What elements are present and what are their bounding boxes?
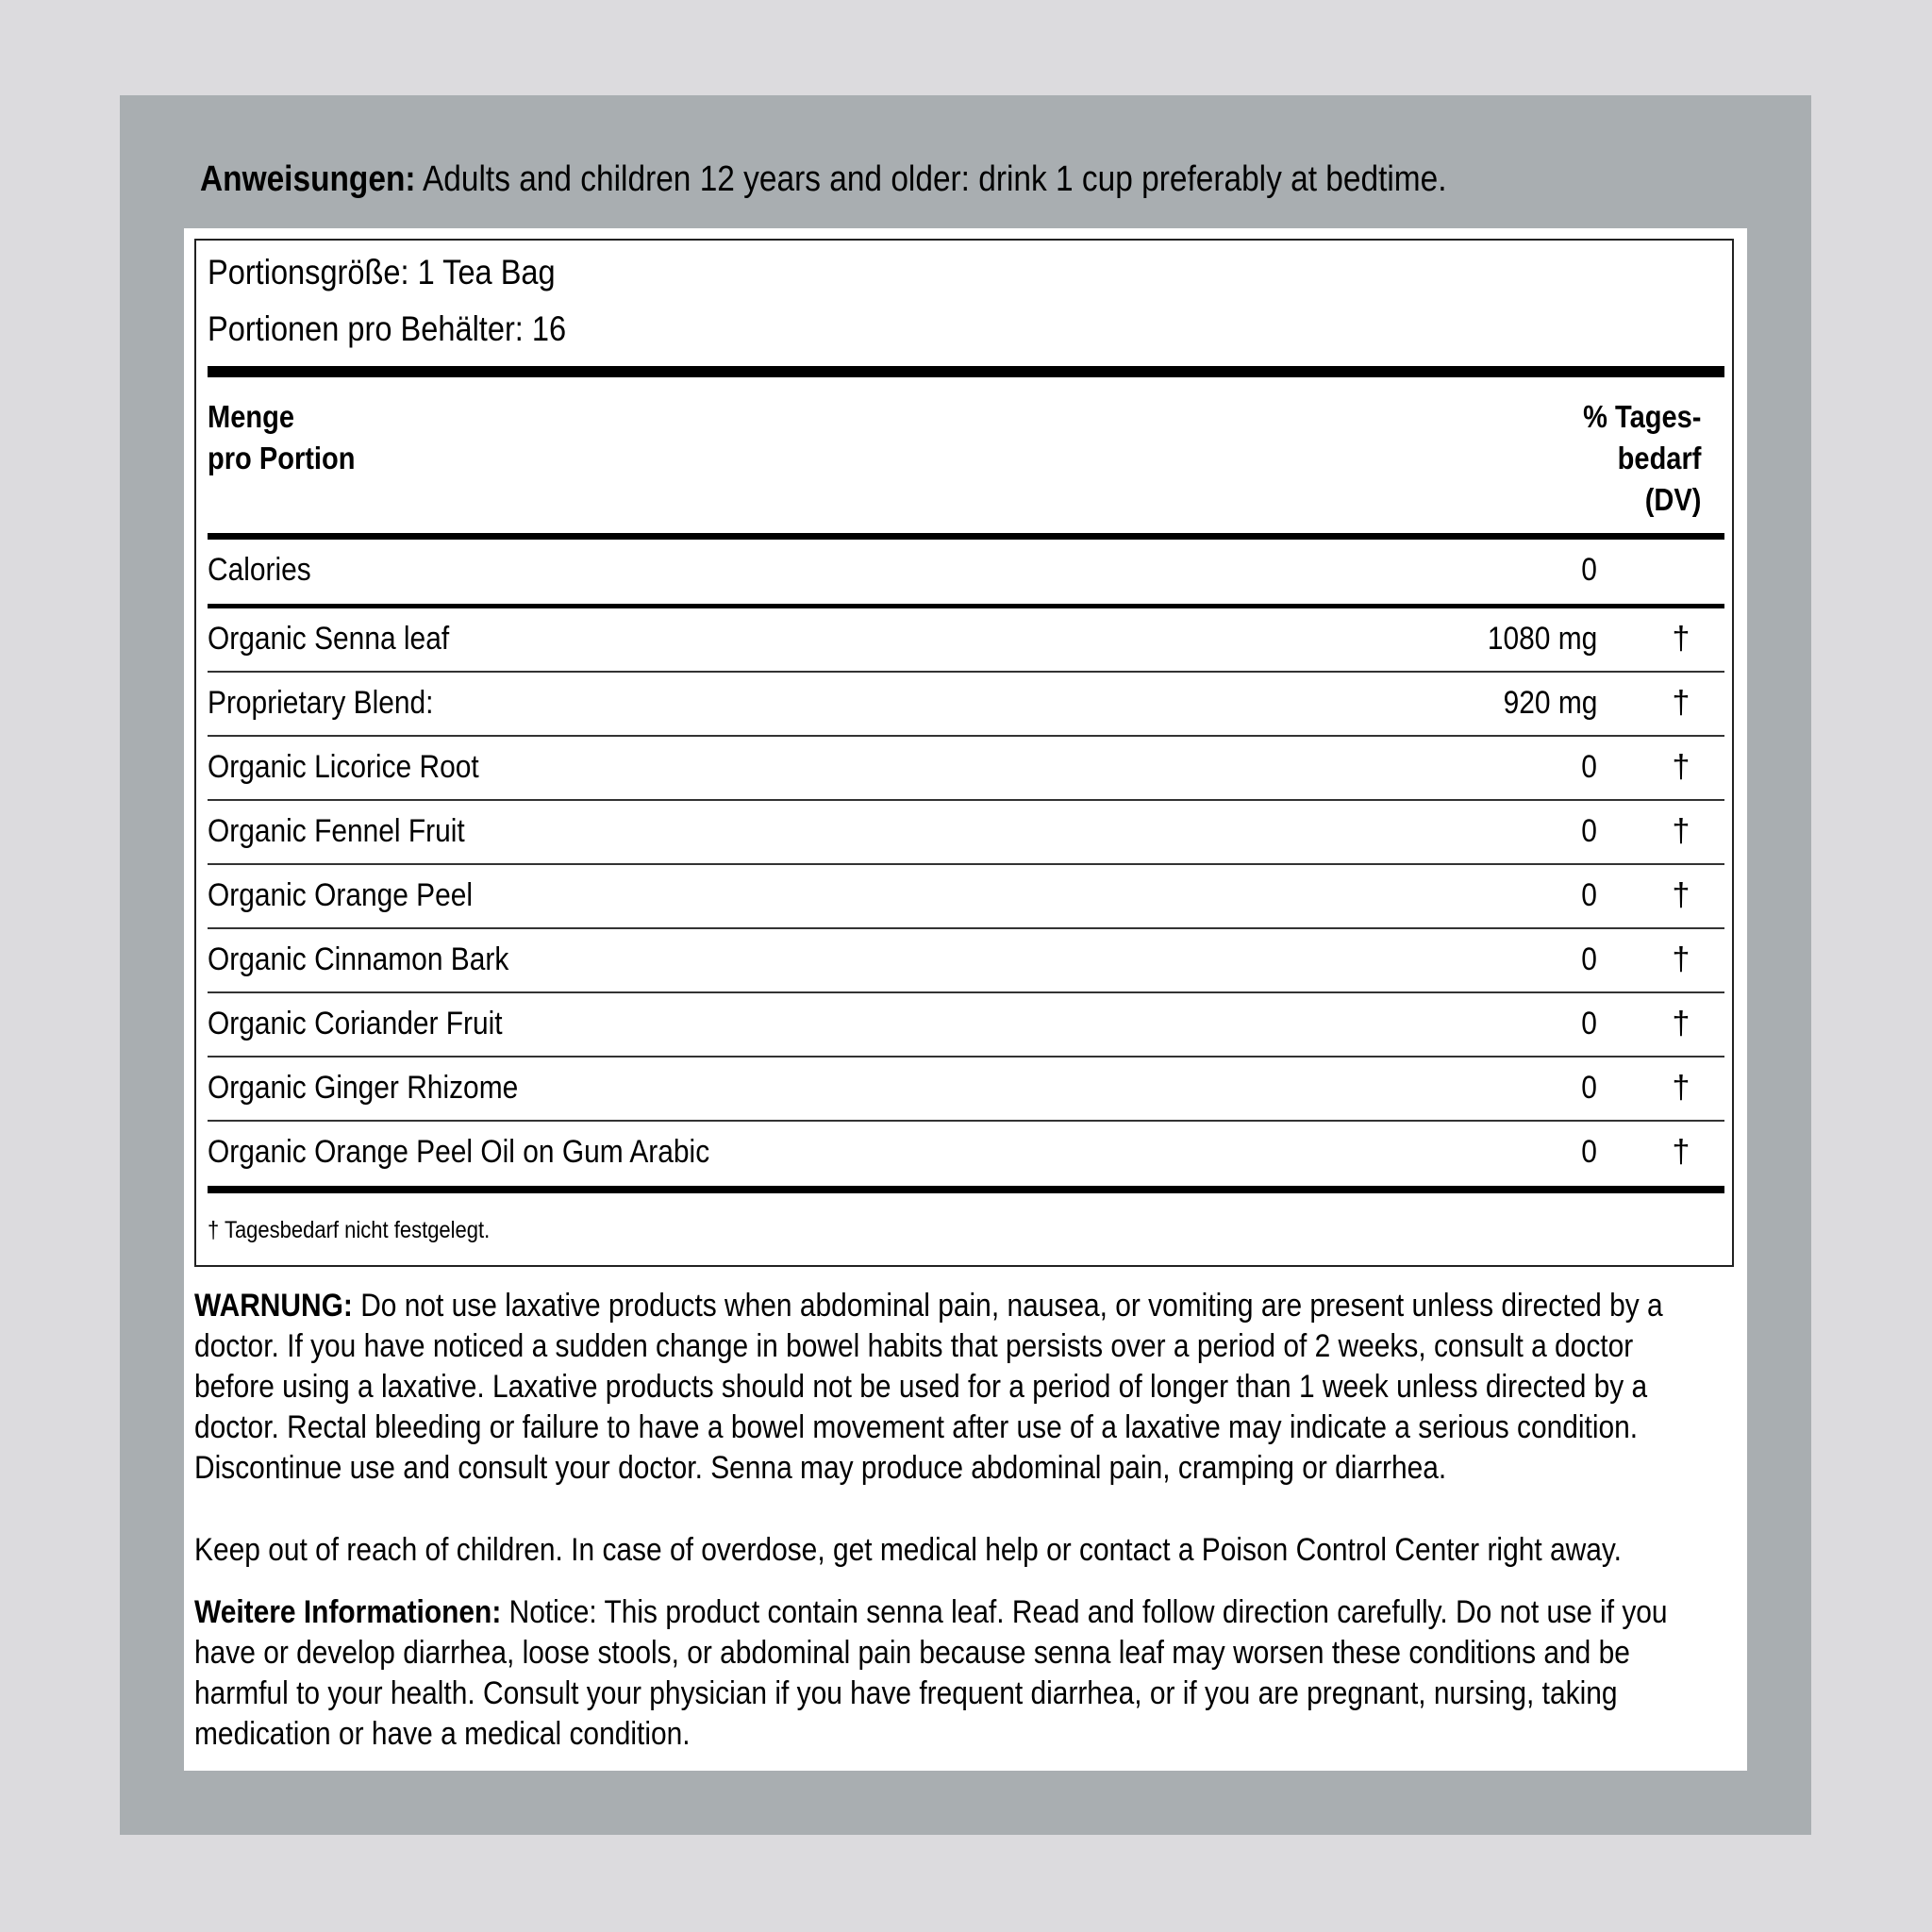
supplement-facts-box	[194, 239, 1734, 1267]
ingredient-name: Organic Licorice Root	[208, 749, 479, 785]
daily-value-footnote: † Tagesbedarf nicht festgelegt.	[208, 1217, 491, 1243]
ingredient-name: Organic Cinnamon Bark	[208, 941, 509, 977]
ingredient-amount: 920 mg	[1503, 685, 1597, 721]
ingredient-amount: 0	[1581, 1070, 1597, 1106]
header-divider	[208, 533, 1724, 540]
directions	[200, 155, 1447, 204]
ingredient-amount: 0	[1581, 1006, 1597, 1041]
amount-per-serving-header: Menge pro Portion	[208, 399, 356, 475]
more-info-label: Weitere Informationen:	[194, 1594, 502, 1630]
row-divider	[208, 1056, 1724, 1058]
serving-size: Portionsgröße: 1 Tea Bag	[208, 253, 556, 291]
ingredient-daily-value: †	[1672, 877, 1690, 913]
row-divider	[208, 799, 1724, 801]
ingredient-daily-value: †	[1672, 685, 1690, 721]
thick-divider	[208, 366, 1724, 377]
ingredient-name: Organic Orange Peel Oil on Gum Arabic	[208, 1134, 710, 1170]
ingredient-daily-value: †	[1672, 813, 1690, 849]
ingredient-amount: 0	[1581, 877, 1597, 913]
more-info-section	[194, 1592, 1694, 1755]
ingredient-amount: 0	[1581, 813, 1597, 849]
ingredient-name: Organic Ginger Rhizome	[208, 1070, 519, 1106]
calories-amount: 0	[1581, 552, 1597, 588]
more-info-text: Notice: This product contain senna leaf. Read and follow direction carefully. Do not use if you have or develop diarrhea, loose stools, or abdominal pain because senna leaf may worsen these conditions and be harmful to your health. Consult your physician if you have frequent diarrhea, or if you are pregnant, nursing, taking medication or have a medical condition.	[194, 1594, 1668, 1752]
ingredient-amount: 0	[1581, 941, 1597, 977]
ingredient-name: Proprietary Blend:	[208, 685, 434, 721]
ingredient-daily-value: †	[1672, 621, 1690, 657]
ingredient-daily-value: †	[1672, 941, 1690, 977]
servings-per-container: Portionen pro Behälter: 16	[208, 309, 567, 348]
ingredient-daily-value: †	[1672, 1134, 1690, 1170]
row-divider	[208, 991, 1724, 993]
ingredient-daily-value: †	[1672, 1070, 1690, 1106]
row-divider	[208, 1120, 1724, 1122]
row-divider	[208, 927, 1724, 929]
directions-text: Adults and children 12 years and older: drink 1 cup preferably at bedtime.	[422, 159, 1447, 199]
ingredient-name: Organic Senna leaf	[208, 621, 450, 657]
warning-text: Do not use laxative products when abdominal pain, nausea, or vomiting are present unless directed by a doctor. If you have noticed a sudden change in bowel habits that persists over a period of 2 weeks, consult a doctor before using a laxative. Laxative products should not be used for a period of longer than 1 week unless directed by a doctor. Rectal bleeding or failure to have a bowel movement after use of a laxative may indicate a serious condition. Discontinue use and consult your doctor. Senna may produce abdominal pain, cramping or diarrhea.	[194, 1288, 1663, 1486]
bottom-divider	[208, 1186, 1724, 1193]
row-divider	[208, 671, 1724, 673]
warning-label: WARNUNG:	[194, 1288, 353, 1324]
ingredient-daily-value: †	[1672, 1006, 1690, 1041]
ingredient-name: Organic Coriander Fruit	[208, 1006, 503, 1041]
calories-divider	[208, 604, 1724, 608]
row-divider	[208, 735, 1724, 737]
ingredient-amount: 1080 mg	[1487, 621, 1597, 657]
ingredient-name: Organic Orange Peel	[208, 877, 474, 913]
ingredient-amount: 0	[1581, 1134, 1597, 1170]
calories-label: Calories	[208, 552, 311, 588]
warning-section	[194, 1286, 1694, 1489]
directions-label: Anweisungen:	[200, 159, 416, 199]
keep-out-notice: Keep out of reach of children. In case of overdose, get medical help or contact a Poison Control Center right away.	[194, 1532, 1622, 1568]
ingredient-daily-value: †	[1672, 749, 1690, 785]
ingredient-amount: 0	[1581, 749, 1597, 785]
ingredient-name: Organic Fennel Fruit	[208, 813, 465, 849]
daily-value-header: % Tages- bedarf (DV)	[1582, 399, 1701, 517]
row-divider	[208, 863, 1724, 865]
